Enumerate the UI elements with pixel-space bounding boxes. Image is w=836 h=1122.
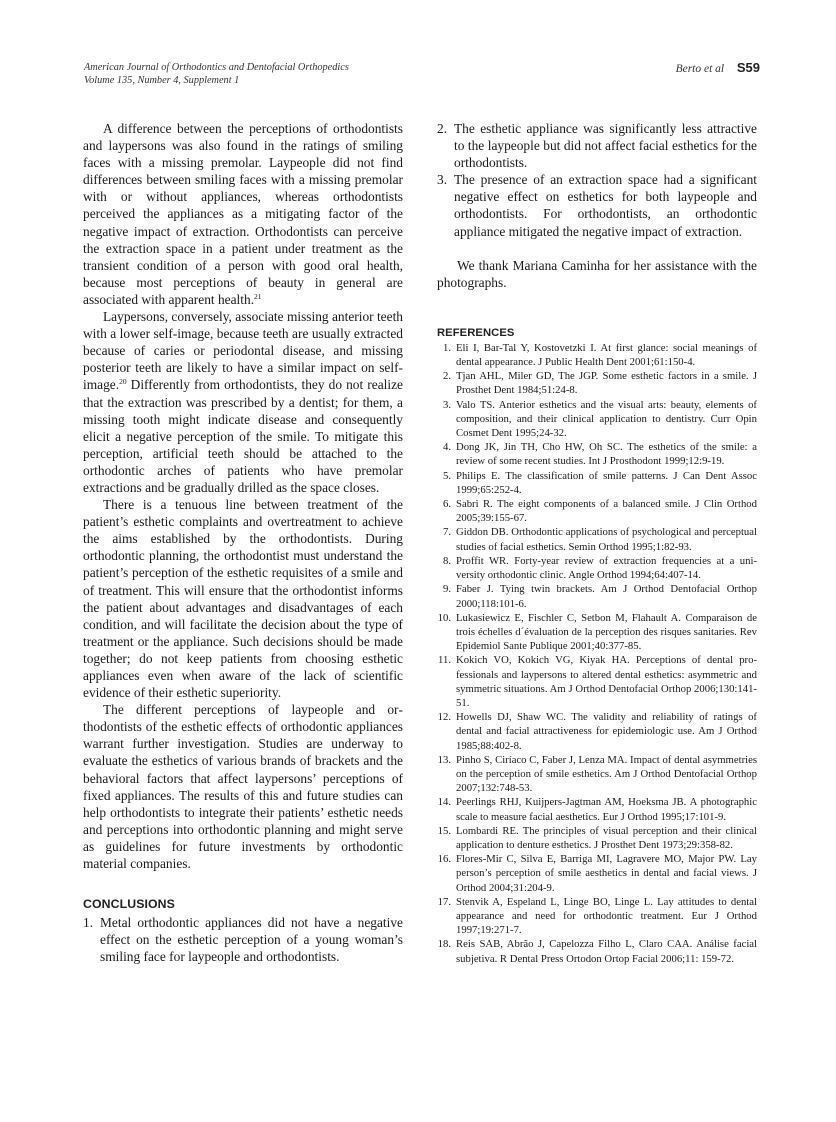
reference-item: 2. Tjan AHL, Miler GD, The JGP. Some esthetic factors in a smile. J Prosthet Dent 1984;51:24-8. — [442, 370, 757, 397]
body-paragraph-1: A difference between the perceptions of orthodontists and laypersons was also found in the ratings of smiling faces with a missing premolar. Laypeople did not find differences between smiling faces with a missing premolar with or without appliances, whereas orthodontists perceived the appliances as a mitigating factor of the negative impact of extraction. Orthodontists can perceive the extraction space in a patient under treatment as the transient condition of a person with good oral health, because most perceptions of beauty in general are associated with apparent health.$^{21}$ — [83, 121, 403, 307]
reference-item: 15. Lombardi RE. The principles of visual perception and their clinical application to denture esthetics. J Prosthet Dent 1973;29:358-82. — [437, 824, 757, 851]
right-column — [437, 120, 757, 966]
reference-item: 9. Faber J. Tying twin brackets. Am J Orthod Dentofacial Orthop 2000;118:101-6. — [442, 583, 757, 610]
conclusions-list — [83, 914, 403, 965]
reference-item: 3. Valo TS. Anterior esthetics and the visual arts: beauty, elements of composition, and their clinical application to dentistry. Curr Opin Cosmet Dent 1995;24-32. — [442, 398, 757, 440]
reference-item: 16. Flores-Mir C, Silva E, Barriga MI, Lagravere MO, Major PW. Lay person’s perception of smile aesthetics in dental and facial views. J Orthod 2004;31:204-9. — [437, 853, 757, 894]
conclusions-list-continued — [437, 120, 757, 240]
citation-superscript: 21 — [254, 291, 262, 301]
reference-item: 4. Dong JK, Jin TH, Cho HW, Oh SC. The esthetics of the smile: a review of some recent studies. Int J Prosthodont 1999;12:9-19. — [442, 441, 757, 468]
running-header — [84, 61, 760, 91]
journal-info — [84, 61, 349, 87]
reference-item: 17. Stenvik A, Espeland L, Linge BO, Linge L. Lay attitudes to dental appearance and need for orthodontic treatment. Eur J Orthod 1997;19:271-7. — [437, 895, 757, 937]
body-paragraph-3: There is a tenuous line between treatment of the patient’s esthetic complaints and overtreatment to achieve the aims established by the orthodontists. During orthodontic planning, the orthodontist must understand the patient’s perception of the esthetic requisites of a smile and of treatment. This will ensure that the orthodontist informs the patient about advantages and disadvantages of each condition, and will facilitate the decision about the type of treatment or the appliance. Such decisions should be made together; do not keep patients from choosing esthetic appliances even when aware of the lack of scientific evidence of their esthetic superiority. — [83, 497, 403, 701]
reference-item: 5. Philips E. The classification of smile patterns. J Can Dent Assoc 1999;65:252-4. — [442, 469, 757, 496]
reference-item: 13. Pinho S, Ciríaco C, Faber J, Lenza MA. Impact of dental asymmetries on the perception of smile esthetics. Am J Orthod Dentofacial Orthop 2007;132:748-53. — [437, 753, 757, 795]
references-list — [437, 341, 757, 966]
header-right — [676, 61, 760, 76]
journal-title: American Journal of Orthodontics and Dentofacial Orthopedics — [84, 62, 349, 73]
conclusions-heading: CONCLUSIONS — [83, 897, 175, 912]
citation-superscript: 20 — [119, 377, 127, 387]
reference-item: 6. Sabri R. The eight components of a balanced smile. J Clin Orthod 2005;39:155-67. — [442, 498, 757, 525]
conclusion-item: 1. Metal orthodontic appliances did not have a negative effect on the esthetic perception of a young woman’s smiling face for laypeople and orthodontists. — [83, 915, 403, 965]
left-column — [83, 120, 403, 965]
conclusion-item: 3. The presence of an extraction space had a significant negative effect on esthetics for both laypeople and orthodontists. For orthodontists, an orthodontic appliance mitigated the negative impact of extraction. — [437, 172, 757, 239]
reference-item: 14. Peerlings RHJ, Kuijpers-Jagtman AM, Hoeksma JB. A photographic scale to measure facial aesthetics. Eur J Orthod 1995;17:101-9. — [437, 796, 757, 823]
conclusion-item: 2. The esthetic appliance was significantly less attractive to the laypeople but did not affect facial esthetics for the orthodontists. — [437, 121, 757, 171]
reference-item: 8. Proffit WR. Forty-year review of extraction frequencies at a university orthodontic clinic. Angle Orthod 1994;64:407-14. — [442, 554, 757, 582]
reference-item: 7. Giddon DB. Orthodontic applications of psychological and perceptual studies of facial esthetics. Semin Orthod 1995;1:82-93. — [442, 526, 757, 553]
reference-item: 18. Reis SAB, Abrão J, Capelozza Filho L, Claro CAA. Análise facial subjetiva. R Dental Press Ortodon Ortop Facial 2006;11: 159-72. — [437, 938, 757, 965]
body-paragraph-4: The different perceptions of laypeople and orthodontists of the esthetic effects of orthodontic appliances warrant further investigation. Studies are underway to evaluate the esthetics of various brands of brackets and the behavioral factors that affect laypersons’ perceptions of fixed appliances. The results of this and future studies can help orthodontists to integrate their patients’ esthetic needs and perceptions into orthodontic planning and might serve as guidelines for future investments by orthodontic material companies. — [83, 702, 403, 872]
acknowledgment: We thank Mariana Caminha for her assistance with the photographs. — [437, 257, 757, 290]
reference-item: 11. Kokich VO, Kokich VG, Kiyak HA. Perceptions of dental professionals and laypersons to altered dental esthetics: asymmetric and symmetric situations. Am J Orthod Dentofacial Orthop 2006;130:141-51. — [438, 654, 757, 709]
running-authors: Berto et al — [675, 63, 725, 75]
body-paragraph-2: Laypersons, conversely, associate missing anterior teeth with a lower self-image, because teeth are usually extracted because of caries or periodontal disease, and missing posterior teeth are likely to have a similar impact on self-image.$^{20}$ Differently from orthodontists, they do not realize that the extraction was prescribed by a dentist; for them, a missing tooth might indicate disease and consequently elicit a negative perception of the smile. To mitigate this perception, artificial teeth should be attached to the orthodontic arches of patients who have premolar extractions and be gradually drilled as the space closes. — [83, 309, 403, 495]
reference-item: 10. Lukasiewicz E, Fischler C, Setbon M, Flahault A. Comparaison de trois échelles d´évaluation de la perception des risques sanitaries. Rev Epidemiol Sante Publique 2001;40:377-85. — [437, 611, 757, 653]
journal-volume: Volume 135, Number 4, Supplement 1 — [84, 75, 240, 86]
reference-item: 1. Eli I, Bar-Tal Y, Kostovetzki I. At first glance: social meanings of dental appearance. J Public Health Dent 2001;61:150-4. — [442, 341, 757, 369]
page-number: S59 — [736, 60, 760, 75]
references-heading: REFERENCES — [437, 326, 515, 339]
reference-item: 12. Howells DJ, Shaw WC. The validity and reliability of ratings of dental and facial attractiveness for epidemiologic use. Am J Orthod 1985;88:402-8. — [437, 711, 757, 752]
